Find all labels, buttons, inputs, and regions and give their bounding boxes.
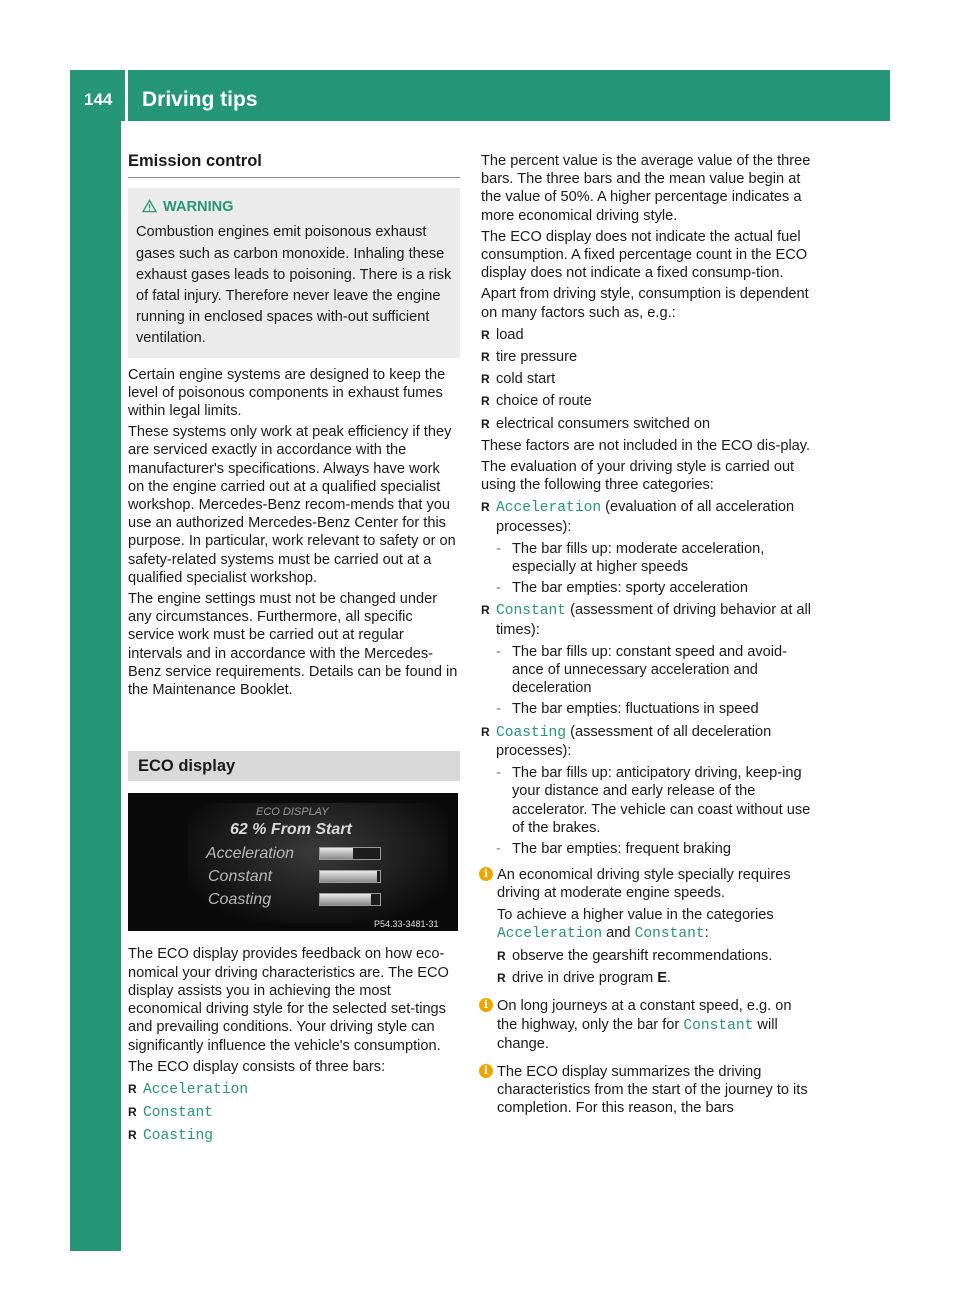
sub-item: - The bar fills up: moderate acceleration, especially at higher speeds (481, 540, 815, 576)
info-text: The ECO display summarizes the driving characteristics from the start of the journey to its completion. For this reason, the bars (497, 1063, 808, 1117)
text-fragment: To achieve a higher value in the categories (497, 906, 774, 923)
sub-item: - The bar empties: fluctuations in speed (481, 700, 815, 718)
warning-text: Combustion engines emit poisonous exhaust gases such as carbon monoxide. Inhaling these exhaust gases leads to poisoning. There is a risk of fatal injury. Therefore never leave the engine running in enclosed spaces with-out sufficient ventilation. (136, 224, 452, 347)
info-note (481, 1063, 815, 1118)
category-name: Constant (683, 1017, 754, 1034)
paragraph: Apart from driving style, consumption is dependent on many factors such as, e.g.: (481, 286, 809, 321)
info-note (481, 866, 815, 987)
text-fragment: will change. (497, 1016, 778, 1052)
list-item (128, 1126, 460, 1145)
info-icon: i (479, 1064, 493, 1078)
paragraph: These factors are not included in the ECO dis-play. (481, 437, 811, 454)
side-section-label: Driving and parking (90, 278, 115, 485)
list-item: R electrical consumers switched on (481, 415, 815, 433)
paragraph: The ECO display provides feedback on how eco-nomical your driving characteristics are. The ECO display assists you in achieving the most economical driving style for the selected set-tings and prevailing conditions. Your driving style can significantly influence the vehicle's consumption. (128, 946, 449, 1054)
eco-row-label: Acceleration (206, 845, 295, 863)
warning-label: WARNING (163, 199, 234, 216)
section-title-emission: Emission control (128, 152, 460, 178)
sub-item: - The bar empties: sporty acceleration (481, 579, 815, 597)
list-item: R cold start (481, 370, 815, 388)
page-header (70, 70, 890, 121)
list-item: R choice of route (481, 392, 815, 410)
eco-display-value: 62 % From Start (230, 821, 352, 839)
paragraph: The engine settings must not be changed under any circumstances. Furthermore, all specific service work must be carried out at regular intervals and in accordance with the Mercedes-Benz service requirements. Details can be found in the Maintenance Booklet. (128, 591, 458, 699)
list-item: R load (481, 326, 815, 344)
header-divider (125, 70, 128, 121)
right-column (481, 152, 815, 1124)
bar-name: Constant (143, 1105, 214, 1122)
text-fragment: drive in drive program (512, 970, 658, 987)
list-item (128, 1103, 460, 1122)
list-item: R tire pressure (481, 348, 815, 366)
eco-row-label: Constant (208, 868, 273, 886)
category-name: Coasting (496, 724, 567, 741)
category-item (481, 601, 815, 638)
text-fragment: On long journeys at a constant speed, e.g. on the highway, only the bar for (497, 998, 792, 1033)
left-column (128, 152, 460, 1150)
info-text: An economical driving style specially requires driving at moderate engine speeds. (497, 867, 791, 902)
list-item (497, 969, 815, 987)
paragraph: The percent value is the average value of the three bars. The three bars and the mean value begin at the value of 50%. A higher percentage indicates a more economical driving style. (481, 153, 811, 224)
sub-item: - The bar fills up: anticipatory driving, keep-ing your distance and early release of the accelerator. The vehicle can coast without use of the brakes. (481, 764, 815, 837)
bar-fill (320, 848, 353, 859)
list-item (128, 1080, 460, 1099)
eco-row-label: Coasting (208, 891, 272, 909)
chapter-title: Driving tips (142, 88, 258, 111)
info-icon: i (479, 998, 493, 1012)
eco-display-heading: ECO DISPLAY (256, 806, 329, 819)
warning-box (128, 188, 460, 357)
paragraph: The ECO display consists of three bars: (128, 1058, 386, 1075)
eco-bar-acceleration (319, 847, 381, 860)
eco-display-photo (128, 793, 458, 931)
category-name: Acceleration (497, 925, 603, 942)
category-item (481, 498, 815, 535)
category-item (481, 723, 815, 760)
eco-bar-coasting (319, 893, 381, 906)
category-name: Constant (634, 925, 705, 942)
text-fragment: . (666, 970, 671, 987)
category-desc: (assessment of all deceleration processes): (496, 723, 772, 759)
info-note (481, 997, 815, 1053)
paragraph: The evaluation of your driving style is carried out using the following three categories: (481, 459, 795, 494)
sub-item: - The bar empties: frequent braking (481, 840, 815, 858)
text-fragment: : (704, 924, 709, 941)
info-text (497, 906, 815, 943)
category-desc: (evaluation of all acceleration processes): (496, 499, 795, 535)
bar-name: Coasting (143, 1128, 214, 1145)
paragraph: Certain engine systems are designed to keep the level of poisonous components in exhaust fumes within legal limits. (128, 366, 446, 420)
figure-code: P54.33-3481-31 (374, 919, 439, 930)
page-number: 144 (84, 90, 113, 109)
section-title-eco: ECO display (128, 751, 460, 781)
category-name: Acceleration (496, 500, 602, 517)
info-text (497, 997, 815, 1053)
text-fragment: and (602, 924, 635, 941)
warning-triangle-icon (142, 199, 157, 213)
list-item: R observe the gearshift recommendations. (497, 947, 815, 965)
paragraph: The ECO display does not indicate the actual fuel consumption. A fixed percentage count in the ECO display does not indicate a fixed consump-tion. (481, 228, 808, 282)
drive-program: E (657, 970, 667, 987)
eco-bar-constant (319, 870, 381, 883)
bar-fill (320, 871, 377, 882)
warning-title (136, 198, 452, 216)
category-name: Constant (496, 603, 567, 620)
info-icon: i (479, 867, 493, 881)
bar-fill (320, 894, 371, 905)
sub-item: - The bar fills up: constant speed and avoid-ance of unnecessary acceleration and deceleration (481, 643, 815, 698)
category-desc: (assessment of driving behavior at all times): (496, 602, 812, 638)
paragraph: These systems only work at peak efficiency if they are serviced exactly in accordance with the manufacturer's specifications. Always have work on the engine carried out at a qualified specialist workshop. Mercedes-Benz recom-mends that you use an authorized Mercedes-Benz Center for this purpose. In particular, work relevant to safety or on safety-related systems must be carried out at a qualified specialist workshop. (128, 424, 456, 586)
bar-name: Acceleration (143, 1081, 249, 1098)
